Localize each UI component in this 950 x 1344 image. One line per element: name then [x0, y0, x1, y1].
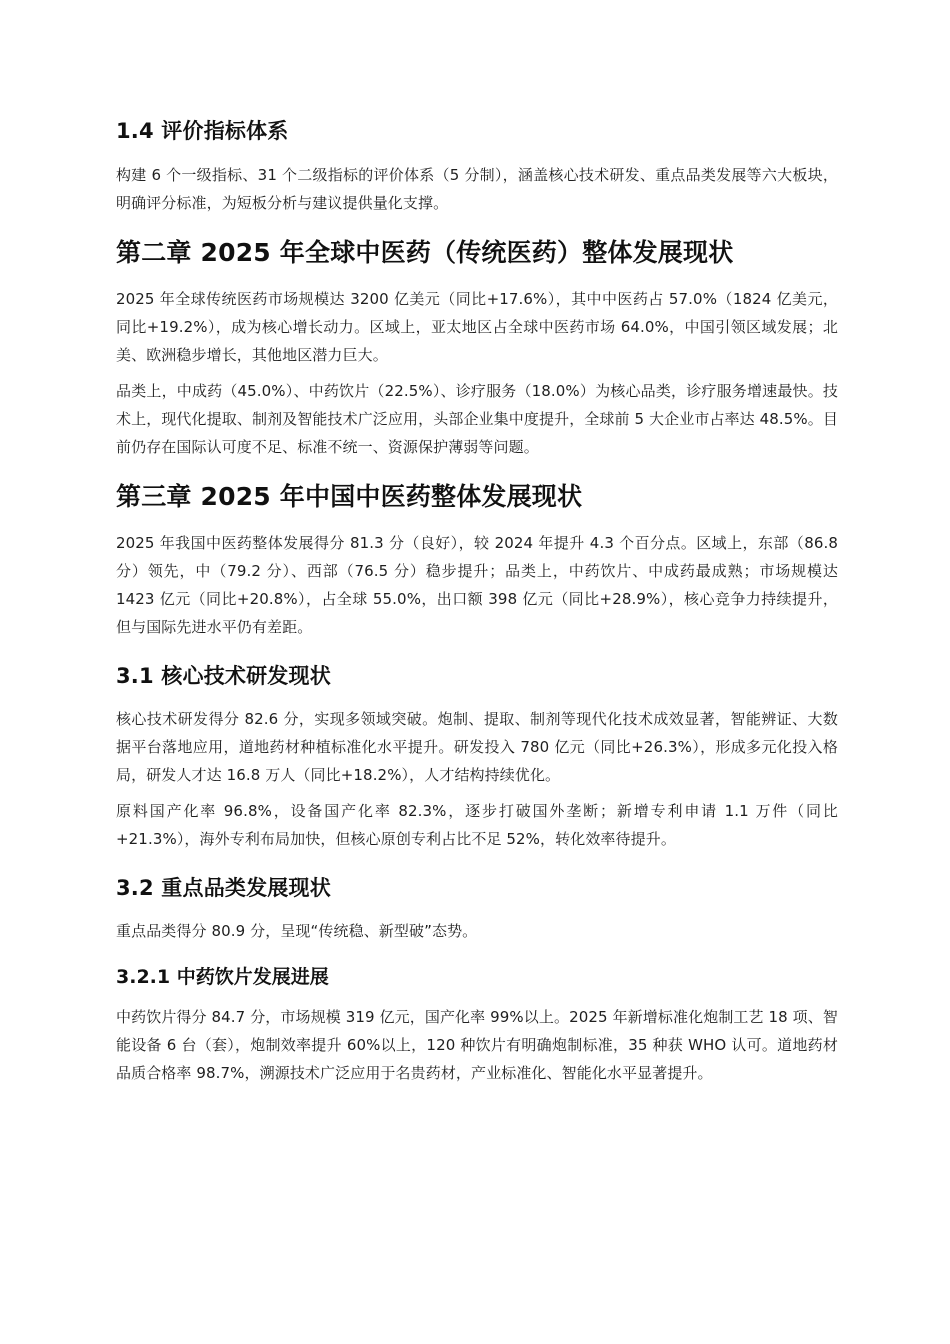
document-page: [116, 112, 838, 1087]
section-heading-3-1: 3.1 核心技术研发现状: [116, 664, 331, 688]
paragraph: 2025 年全球传统医药市场规模达 3200 亿美元（同比+17.6%），其中中医药占 57.0%（1824 亿美元，同比+19.2%），成为核心增长动力。区域上，亚太地区占全球中医药市场 64.0%，中国引领区域发展；北美、欧洲稳步增长，其他地区潜力巨大。: [116, 290, 838, 364]
paragraph: 原料国产化率 96.8%，设备国产化率 82.3%，逐步打破国外垄断；新增专利申请 1.1 万件（同比+21.3%），海外专利布局加快，但核心原创专利占比不足 52%，转化效率待提升。: [116, 802, 838, 848]
paragraph: 中药饮片得分 84.7 分，市场规模 319 亿元，国产化率 99%以上。2025 年新增标准化炮制工艺 18 项、智能设备 6 台（套），炮制效率提升 60%以上，120 种饮片有明确炮制标准，35 种获 WHO 认可。道地药材品质合格率 98.7%，溯源技术广泛应用于名贵药材，产业标准化、智能化水平显著提升。: [116, 1008, 838, 1082]
section-heading-1-4: 1.4 评价指标体系: [116, 119, 289, 143]
paragraph: 构建 6 个一级指标、31 个二级指标的评价体系（5 分制），涵盖核心技术研发、重点品类发展等六大板块，明确评分标准，为短板分析与建议提供量化支撑。: [116, 166, 838, 212]
paragraph: 2025 年我国中医药整体发展得分 81.3 分（良好），较 2024 年提升 4.3 个百分点。区域上，东部（86.8 分）领先，中（79.2 分）、西部（76.5 分）稳步提升；品类上，中药饮片、中成药最成熟；市场规模达 1423 亿元（同比+20.8%），占全球 55.0%，出口额 398 亿元（同比+28.9%），核心竞争力持续提升，但与国际先进水平仍有差距。: [116, 534, 838, 636]
paragraph: 重点品类得分 80.9 分，呈现“传统稳、新型破”态势。: [116, 922, 478, 940]
paragraph: 核心技术研发得分 82.6 分，实现多领域突破。炮制、提取、制剂等现代化技术成效显著，智能辨证、大数据平台落地应用，道地药材种植标准化水平提升。研发投入 780 亿元（同比+26.3%），形成多元化投入格局，研发人才达 16.8 万人（同比+18.2%），人才结构持续优化。: [116, 710, 838, 784]
chapter-heading-2: 第二章 2025 年全球中医药（传统医药）整体发展现状: [116, 238, 734, 267]
chapter-heading-3: 第三章 2025 年中国中医药整体发展现状: [116, 482, 583, 511]
subsection-heading-3-2-1: 3.2.1 中药饮片发展进展: [116, 966, 329, 988]
section-heading-3-2: 3.2 重点品类发展现状: [116, 876, 331, 900]
paragraph: 品类上，中成药（45.0%）、中药饮片（22.5%）、诊疗服务（18.0%）为核心品类，诊疗服务增速最快。技术上，现代化提取、制剂及智能技术广泛应用，头部企业集中度提升，全球前 5 大企业市占率达 48.5%。目前仍存在国际认可度不足、标准不统一、资源保护薄弱等问题。: [116, 382, 839, 456]
